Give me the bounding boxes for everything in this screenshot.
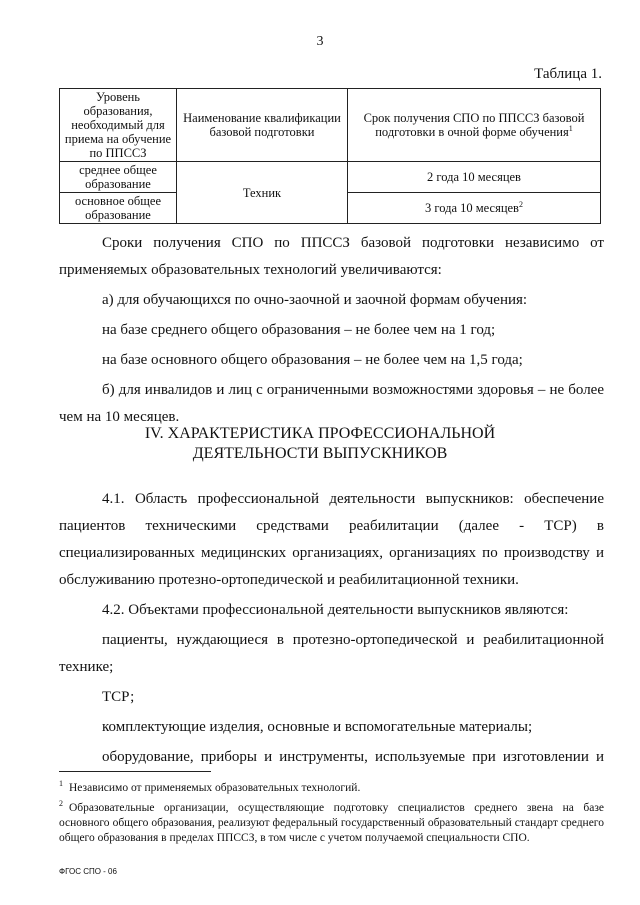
qualification-table (59, 88, 601, 224)
cell-term: 3 года 10 месяцев$^2$ (348, 193, 601, 224)
footnote-text: Образовательные организации, осуществляющие подготовку специалистов среднего звена на базе основного общего образования, реализуют федеральный государственный образовательный стандарт среднего общего образования в пределах ППССЗ, в том числе с учетом получаемой специальности СПО. (59, 801, 604, 844)
footnote-ref-2: 2 (518, 199, 523, 209)
section-title (0, 424, 640, 464)
terms-text (59, 230, 604, 431)
paragraph: Сроки получения СПО по ППССЗ базовой подготовки независимо от применяемых образовательных технологий увеличиваются: (59, 235, 604, 278)
paragraph: комплектующие изделия, основные и вспомогательные материалы; (102, 719, 533, 735)
footnotes (59, 776, 604, 846)
paragraph: на базе основного общего образования – не более чем на 1,5 года; (102, 352, 523, 368)
paragraph: б) для инвалидов и лиц с ограниченными возможностями здоровья – не более чем на 10 месяцев. (59, 382, 604, 425)
paragraph: оборудование, приборы и инструменты, используемые при изготовлении и (102, 749, 604, 765)
footnote-mark: 1 (59, 779, 63, 788)
paragraph: 4.2. Объектами профессиональной деятельности выпускников являются: (102, 602, 569, 618)
footnote-divider (59, 771, 211, 772)
cell-qualification: Техник (177, 162, 348, 224)
header-education-level: Уровень образования, необходимый для приема на обучение по ППССЗ (60, 89, 177, 162)
footnote-ref-1: 1 (568, 123, 573, 133)
cell-term: 2 года 10 месяцев (348, 162, 601, 193)
table-header-row (60, 89, 601, 162)
paragraph: 4.1. Область профессиональной деятельности выпускников: обеспечение пациентов техническими средствами реабилитации (далее - ТСР) в специализированных медицинских организациях, организациях по производству и обслуживанию протезно-ортопедической и реабилитационной техники. (59, 491, 604, 588)
paragraph: ТСР; (102, 689, 135, 705)
table-row (60, 162, 601, 193)
footnote-mark: 2 (59, 798, 63, 808)
section-title-line: ДЕЯТЕЛЬНОСТИ ВЫПУСКНИКОВ (192, 445, 448, 462)
cell-level: основное общее образование (60, 193, 177, 224)
table-label: Таблица 1. (534, 66, 602, 82)
header-qualification: Наименование квалификации базовой подготовки (177, 89, 348, 162)
page-number: 3 (316, 34, 324, 49)
paragraph: пациенты, нуждающиеся в протезно-ортопедической и реабилитационной технике; (59, 632, 604, 675)
footnote (59, 776, 604, 796)
paragraph: а) для обучающихся по очно-заочной и заочной формам обучения: (102, 292, 528, 308)
footnote-text: Независимо от применяемых образовательных технологий. (69, 781, 361, 794)
section-text (59, 486, 604, 771)
header-term: Срок получения СПО по ППССЗ базовой подготовки в очной форме обучения$^1$ (348, 89, 601, 162)
cell-level: среднее общее образование (60, 162, 177, 193)
paragraph: на базе среднего общего образования – не более чем на 1 год; (102, 322, 496, 338)
footer-code: ФГОС СПО - 06 (59, 867, 117, 876)
footnote (59, 796, 604, 846)
section-title-line: IV. ХАРАКТЕРИСТИКА ПРОФЕССИОНАЛЬНОЙ (144, 425, 496, 442)
